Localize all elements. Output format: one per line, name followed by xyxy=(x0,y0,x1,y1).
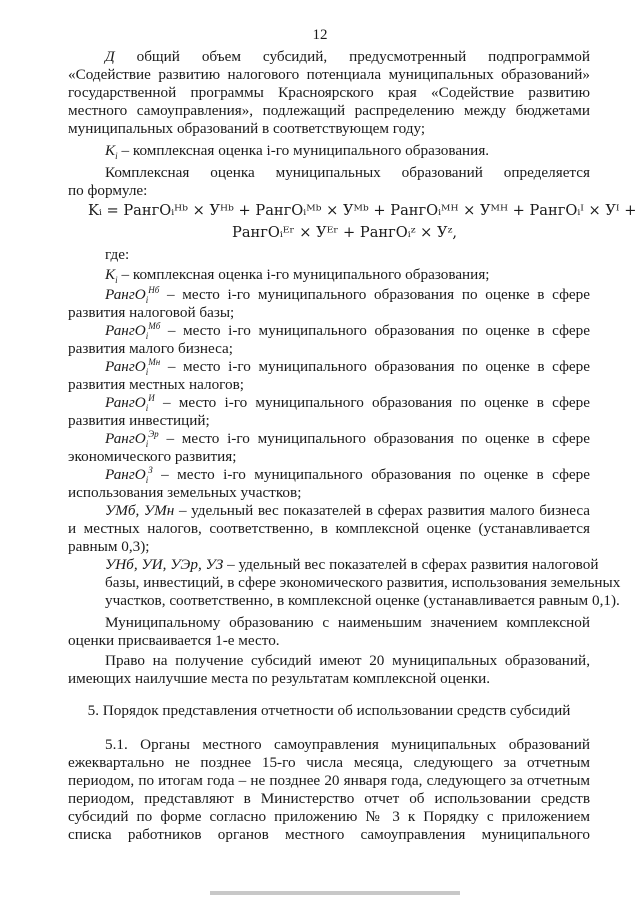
clause-5-1-cont: ежеквартально не позднее 15-го числа месяца, следующего за отчетным xyxy=(68,754,590,771)
rank-definition-cont: использования земельных участков; xyxy=(68,484,302,501)
rank-definition-cont: развития местных налогов; xyxy=(68,376,245,393)
section-5-title: 5. Порядок представления отчетности об использовании средств субсидий xyxy=(87,702,571,719)
weights-definition-cont: и местных налогов, соответственно, в комплексной оценке (устанавливается xyxy=(68,520,590,537)
clause-5-1-cont: списка работников органов местного самоуправления муниципального xyxy=(68,826,590,843)
rank-definition: РангО$_i^И$ – место i-го муниципального образования по оценке в сфере xyxy=(105,392,591,414)
formula-line-2: РангОᵢᴱʳ × Уᴱʳ + РангОᵢᶻ × Уᶻ, xyxy=(232,224,458,241)
rank-definition: РангО$_i^{Мн}$ – место i-го муниципального образования по оценке в сфере xyxy=(105,356,591,378)
page-number: 12 xyxy=(312,27,328,43)
where-label: где: xyxy=(105,246,130,263)
d-definition-line: Д общий объем субсидий, предусмотренный подпрограммой xyxy=(105,48,590,65)
k-definition: $K_i$ – комплексная оценка i-го муниципального образования. xyxy=(105,142,490,162)
rank-definition: РангО$_i^{Нб}$ – место i-го муниципального образования по оценке в сфере xyxy=(105,284,590,306)
lowest-score-rule: Муниципальному образованию с наименьшим значением комплексной xyxy=(105,614,590,631)
clause-5-1-cont: периодом, по итогам года – не позднее 20 января года, следующего за отчетным xyxy=(68,772,590,789)
scan-artifact xyxy=(210,891,460,895)
rank-definition-cont: развития малого бизнеса; xyxy=(68,340,233,357)
score-intro-line: по формуле: xyxy=(68,182,148,199)
weights-definition-cont: равным 0,3); xyxy=(68,538,150,555)
clause-5-1-cont: субсидий по форме согласно приложению № 3 к Порядку с приложением xyxy=(68,808,590,825)
d-definition-line: государственной программы Красноярского края «Содействие развитию xyxy=(68,84,590,101)
k-definition: $K_i$ – комплексная оценка i-го муниципального образования; xyxy=(105,266,490,286)
rank-definition: РангО$_i^{Мб}$ – место i-го муниципального образования по оценке в сфере xyxy=(105,320,590,342)
d-definition-line: местного самоуправления», подлежащий распределению между бюджетами xyxy=(68,102,590,119)
weights-definition-cont: базы, инвестиций, в сфере экономического развития, использования земельных xyxy=(105,574,621,591)
rank-definition-cont: экономического развития; xyxy=(68,448,237,465)
d-definition-line: «Содействие развитию налогового потенциала муниципальных образований» xyxy=(68,66,590,83)
rank-definition-cont: развития инвестиций; xyxy=(68,412,210,429)
weights-definition: УНб, УИ, УЭр, УЗ – удельный вес показателей в сферах развития налоговой xyxy=(105,556,599,573)
score-intro-line: Комплексная оценка муниципальных образований определяется xyxy=(105,164,590,181)
eligibility-rule: Право на получение субсидий имеют 20 муниципальных образований, xyxy=(105,652,590,669)
clause-5-1: 5.1. Органы местного самоуправления муниципальных образований xyxy=(105,736,590,753)
d-symbol: Д xyxy=(105,48,115,65)
lowest-score-rule-cont: оценки присваивается 1-е место. xyxy=(68,632,280,649)
formula-line-1: Kᵢ = РангОᵢᴴᵇ × Уᴴᵇ + РангОᵢᴹᵇ × Уᴹᵇ + РангОᵢᴹᴴ × Уᴹᴴ + РангОᵢᴵ × Уᴵ + xyxy=(88,202,637,219)
eligibility-rule-cont: имеющих наилучшие места по результатам комплексной оценки. xyxy=(68,670,490,687)
rank-definition: РангО$_i^{Эр}$ – место i-го муниципального образования по оценке в сфере xyxy=(105,428,591,450)
rank-definition: РангО$_i^З$ – место i-го муниципального образования по оценке в сфере xyxy=(105,464,590,486)
weights-definition: УМб, УМн – удельный вес показателей в сферах развития малого бизнеса xyxy=(105,502,591,519)
d-definition-line: муниципальных образований в соответствующем году; xyxy=(68,120,426,137)
weights-definition-cont: участков, соответственно, в комплексной оценке (устанавливается равным 0,1). xyxy=(105,592,620,609)
clause-5-1-cont: периодом, представляют в Министерство отчет об использовании средств xyxy=(68,790,590,807)
rank-definition-cont: развития налоговой базы; xyxy=(68,304,235,321)
